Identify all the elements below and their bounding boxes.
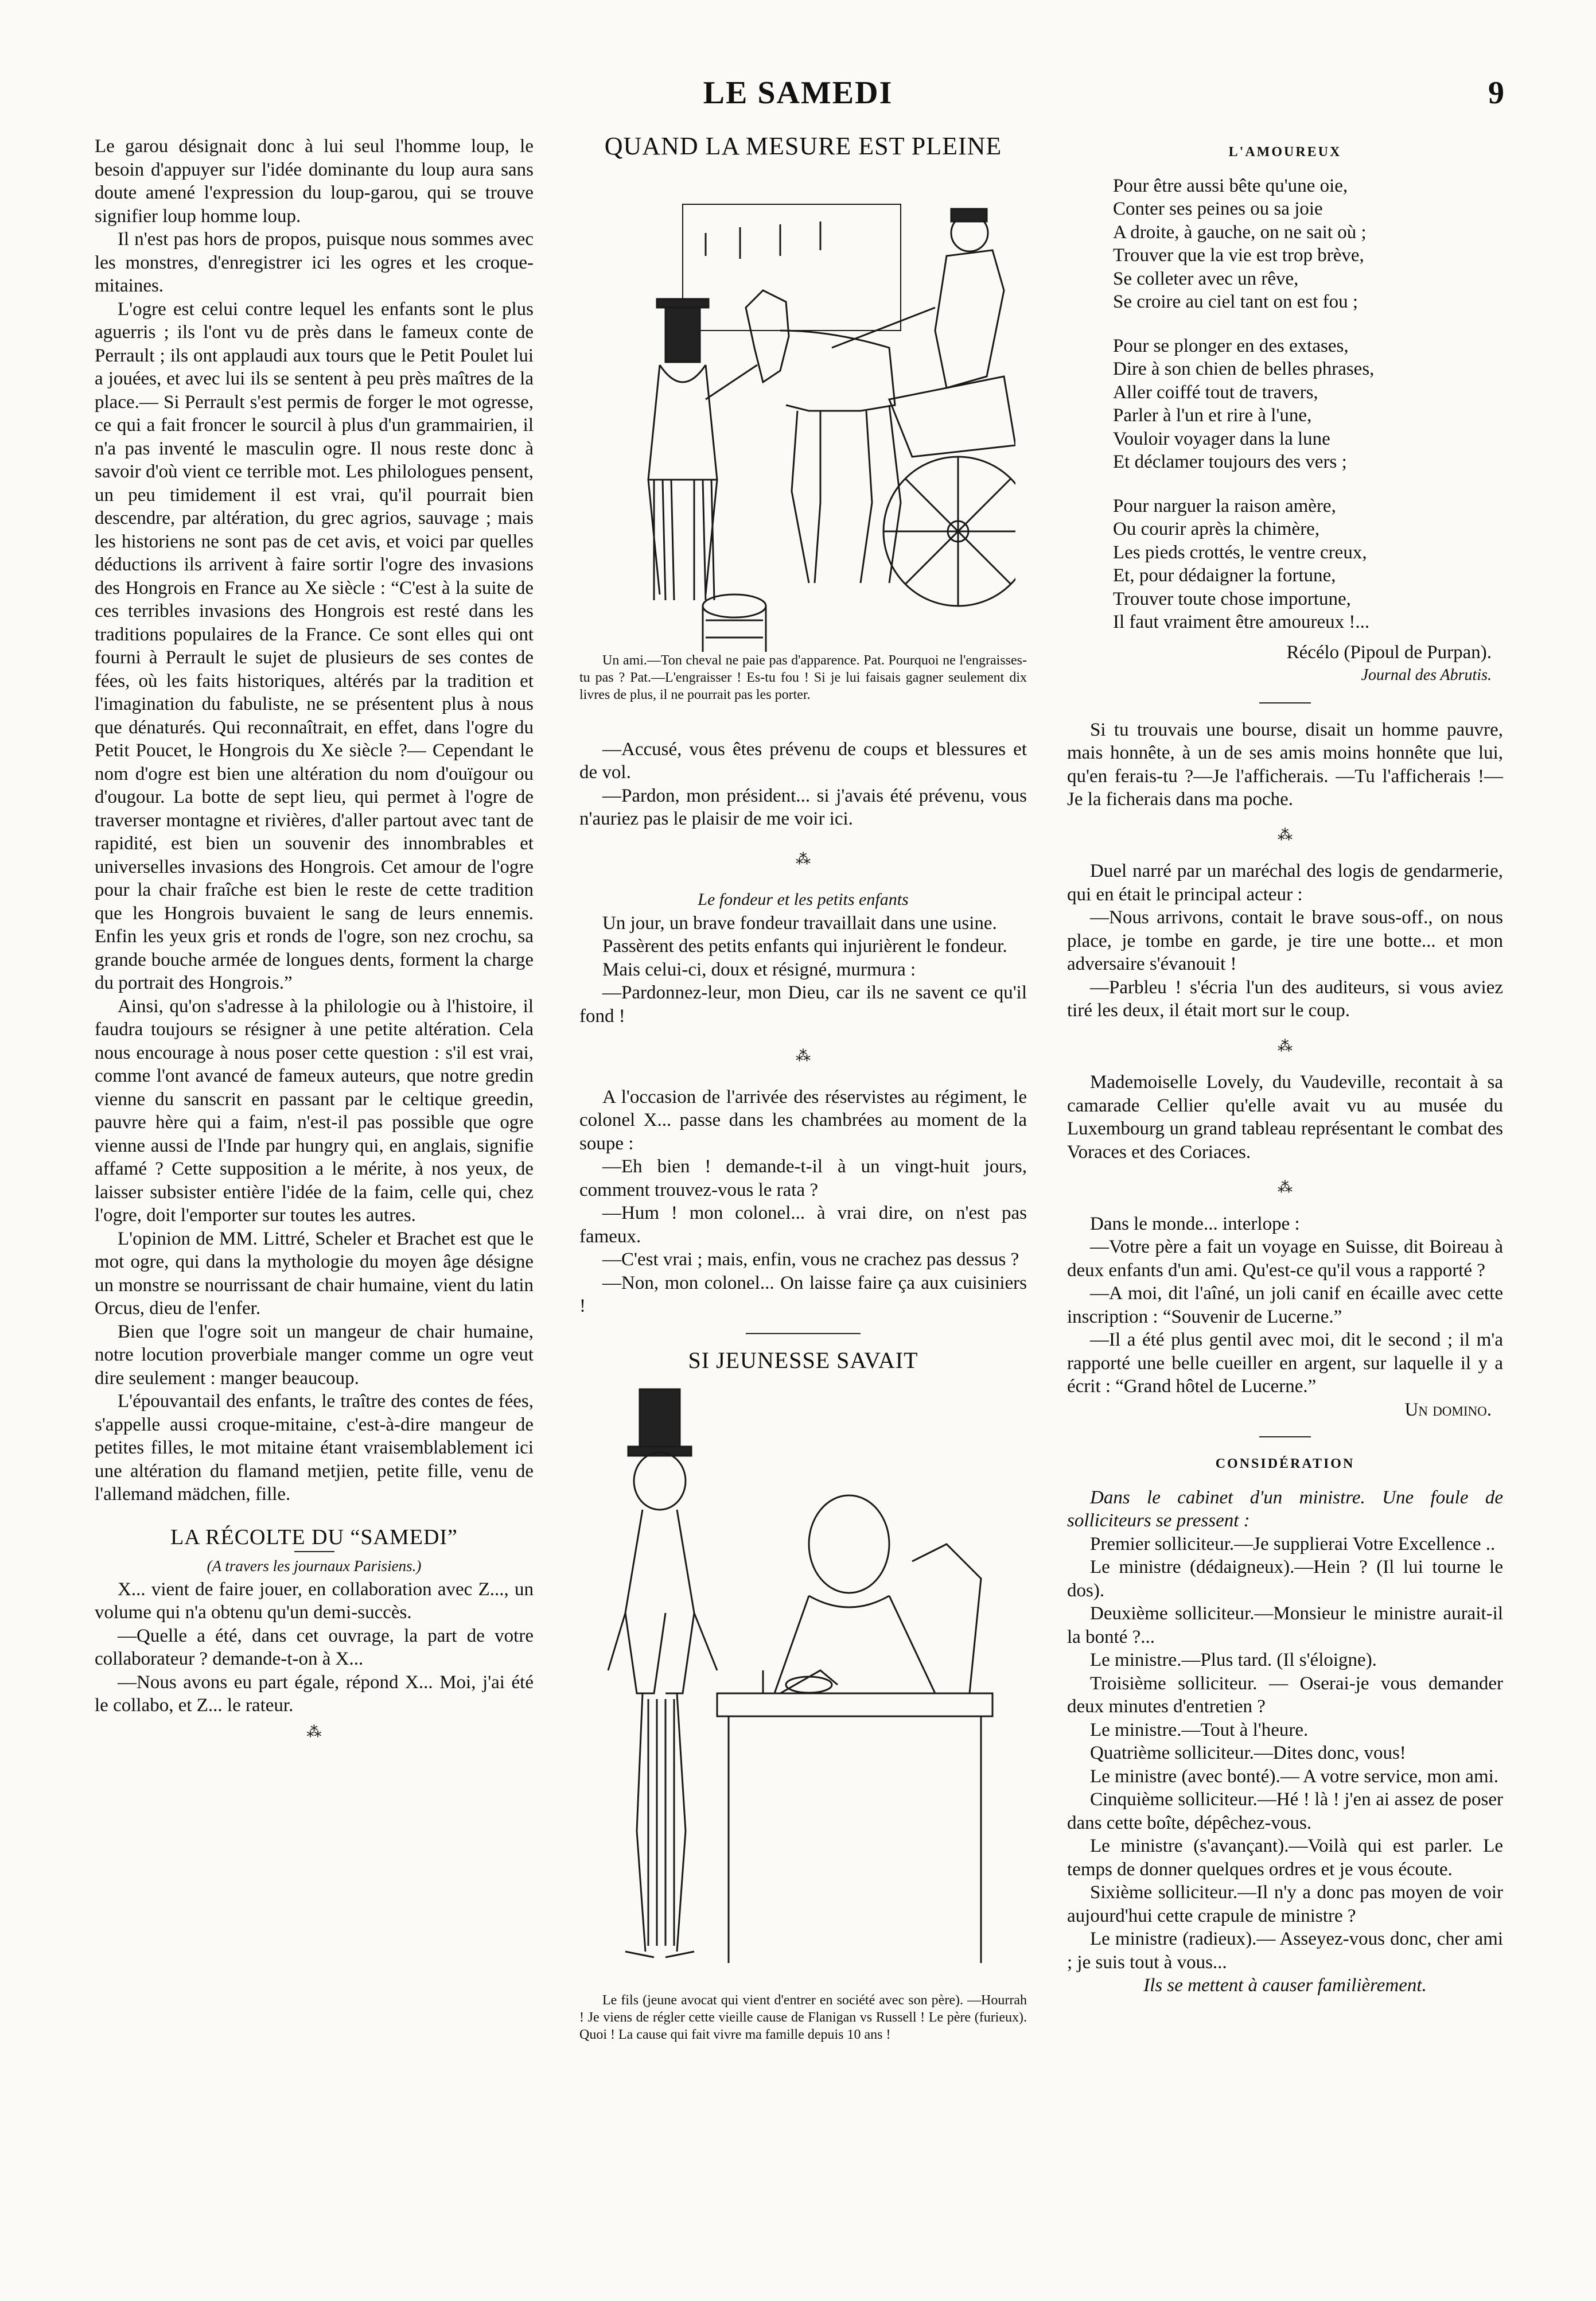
- asterism: ⁂: [796, 1048, 811, 1064]
- joke-paragraph: Passèrent des petits enfants qui injurièrent le fondeur.: [602, 936, 1007, 957]
- consideration-title: CONSIDÉRATION: [1215, 1456, 1355, 1471]
- asterism: ⁂: [796, 850, 811, 868]
- dialogue-paragraph: Ils se mettent à causer familièrement.: [1143, 1975, 1427, 1996]
- joke-paragraph: Mais celui-ci, doux et résigné, murmura :: [602, 959, 916, 980]
- divider: [294, 1551, 334, 1552]
- dialogue-paragraph: Le ministre (avec bonté).— A votre service, mon ami.: [1090, 1766, 1499, 1787]
- joke-paragraph: Un jour, un brave fondeur travaillait dans une usine.: [602, 912, 997, 934]
- joke-paragraph: —Non, mon colonel... On laisse faire ça aux cuisiniers !: [579, 1272, 1027, 1316]
- poem-line: Dire à son chien de belles phrases,: [1113, 359, 1375, 379]
- horse-cart-illustration: [591, 158, 1015, 652]
- masthead: [0, 75, 1596, 115]
- poem-stanza: [1067, 495, 1503, 634]
- joke-paragraph: —C'est vrai ; mais, enfin, vous ne crachez pas dessus ?: [602, 1249, 1019, 1270]
- dialogue-paragraph: Cinquième solliciteur.—Hé ! là ! j'en ai assez de poser dans cette boîte, dépêchez-vous.: [1067, 1789, 1503, 1833]
- newspaper-title: LE SAMEDI: [703, 75, 893, 111]
- article-paragraph: L'épouvantail des enfants, le traître des contes de fées, s'appelle aussi croque-mitaine, c'est-à-dire mangeur de petites filles, le mot mitaine étant vraisemblablement ici une altération du flamand metjien, petite fille, venu de l'allemand mädchen, fille.: [95, 1391, 534, 1505]
- dialogue-paragraph: Premier solliciteur.—Je supplierai Votre Excellence ..: [1090, 1533, 1496, 1554]
- poem-line: Trouver que la vie est trop brève,: [1113, 245, 1364, 266]
- asterism: ⁂: [306, 1723, 322, 1740]
- joke-paragraph: —Parbleu ! s'écria l'un des auditeurs, si vous aviez tiré les deux, il était mort sur le coup.: [1067, 977, 1503, 1021]
- divider: [1259, 1436, 1311, 1437]
- dialogue-paragraph: Dans le cabinet d'un ministre. Une foule de solliciteurs se pressent :: [1067, 1487, 1503, 1531]
- recolte-heading: LA RÉCOLTE DU “SAMEDI”: [170, 1525, 458, 1549]
- poem-line: Et, pour dédaigner la fortune,: [1113, 565, 1336, 586]
- article-paragraph: L'ogre est celui contre lequel les enfants sont le plus aguerris ; ils l'ont vu de près dans le fameux conte de Perrault ; ils ont applaudi aux tours que le Petit Poulet lui a jouées, et avec lui ils se sentent à peu près maîtres de la place.— Si Perrault s'est permis de forger le mot ogresse, ce qui a fait froncer le sourcil à plus d'un grammairien, il n'a pas inventé le masculin ogre. Il nous reste donc à savoir d'où vient ce terrible mot. Les philologues pensent, un peu timidement il est vrai, qu'il pourrait bien descendre, par altération, du grec agrios, sauvage ; mais les historiens ne sont pas de cet avis, et voici par quelles déductions ils arrivent à faire sortir l'ogre des invasions des Hongrois en France au Xe siècle : “C'est à la suite de ces terribles invasions des Hongrois est resté dans les traditions populaires de la France. Ce sont elles qui ont fourni à Perrault le sujet de plusieurs de ses contes de fées, où les faits historiques, altérés par la tradition et l'imagination du fabuliste, ne se présentent plus à nous que dénaturés. Qui reconnaîtrait, en effet, dans l'ogre du Petit Poucet, le Hongrois du Xe siècle ?— Cependant le nom d'ogre est bien une altération du nom d'ouïgour ou d'ougour. La botte de sept lieu, qui permet à l'ogre de traverser montagne et rivières, d'aller partout avec tant de rapidité, est bien un souvenir des innombrables et universelles invasions des Hongrois. Cet amour de l'ogre pour la chair fraîche est bien le reste de cette tradition que les Hongrois buvaient le sang de leurs ennemis. Enfin les yeux gris et ronds de l'ogre, son nez crochu, sa grande bouche armée de longues dents, forment la charge du portrait des Hongrois.”: [95, 298, 534, 993]
- poem-line: Vouloir voyager dans la lune: [1113, 428, 1330, 449]
- joke-paragraph: A l'occasion de l'arrivée des réservistes au régiment, le colonel X... passe dans les chambrées au moment de la soupe :: [579, 1086, 1027, 1154]
- poem-source: Journal des Abrutis.: [1361, 666, 1492, 684]
- joke-paragraph: —Eh bien ! demande-t-il à un vingt-huit jours, comment trouvez-vous le rata ?: [579, 1156, 1027, 1200]
- dialogue-paragraph: Deuxième solliciteur.—Monsieur le ministre aurait-il la bonté ?...: [1067, 1603, 1503, 1647]
- column-left: [95, 135, 534, 1747]
- poem-line: Pour se plonger en des extases,: [1113, 335, 1349, 356]
- joke-paragraph: —Hum ! mon colonel... à vrai dire, on n'est pas fameux.: [579, 1203, 1027, 1247]
- poem-line: Il faut vraiment être amoureux !...: [1113, 612, 1370, 632]
- cartoon-caption-2: Le fils (jeune avocat qui vient d'entrer en société avec son père). —Hourrah ! Je viens de régler cette vieille cause de Flanigan vs Russell ! Le père (furieux). Quoi ! La cause qui fait vivre ma famille depuis 10 ans !: [579, 1993, 1027, 2042]
- divider: [746, 1333, 861, 1334]
- dialogue-paragraph: Le ministre.—Tout à l'heure.: [1090, 1719, 1309, 1740]
- dialogue-paragraph: Troisième solliciteur. — Oserai-je vous demander deux minutes d'entretien ?: [1067, 1673, 1503, 1717]
- dialogue-paragraph: Quatrième solliciteur.—Dites donc, vous!: [1090, 1743, 1406, 1763]
- joke-paragraph: —Votre père a fait un voyage en Suisse, dit Boireau à deux enfants d'un ami. Qu'est-ce qu'il vous a rapporté ?: [1067, 1237, 1503, 1281]
- poem-line: A droite, à gauche, on ne sait où ;: [1113, 221, 1367, 243]
- asterism: ⁂: [1278, 826, 1293, 844]
- dialogue-paragraph: Sixième solliciteur.—Il n'y a donc pas moyen de voir aujourd'hui cette crapule de ministre ?: [1067, 1882, 1503, 1926]
- poem-author: Récélo (Pipoul de Purpan).: [1286, 642, 1492, 663]
- article-paragraph: Il n'est pas hors de propos, puisque nous sommes avec les monstres, d'enregistrer ici les ogres et les croque-mitaines.: [95, 229, 534, 296]
- joke-paragraph: —Nous avons eu part égale, répond X... Moi, j'ai été le collabo, et Z... le rateur.: [95, 1672, 534, 1716]
- joke-paragraph: —Il a été plus gentil avec moi, dit le second ; il m'a rapporté une belle cueiller en argent, sur laquelle il y a écrit : “Grand hôtel de Lucerne.”: [1067, 1330, 1503, 1397]
- poem-line: Conter ses peines ou sa joie: [1113, 199, 1323, 219]
- joke-paragraph: —Quelle a été, dans cet ouvrage, la part de votre collaborateur ? demande-t-on à X...: [95, 1625, 534, 1669]
- poem-line: Pour narguer la raison amère,: [1113, 495, 1336, 516]
- recolte-subheading: (A travers les journaux Parisiens.): [207, 1557, 422, 1575]
- cartoon-caption-1: Un ami.—Ton cheval ne paie pas d'apparence. Pat. Pourquoi ne l'engraisses-tu pas ? Pat.—L'engraisser ! Es-tu fou ! Si je lui faisais gagner seulement dix livres de plus, il ne pourrait pas les porter.: [579, 652, 1027, 702]
- poem-line: Aller coiffé tout de travers,: [1113, 382, 1318, 403]
- joke-paragraph: —Accusé, vous êtes prévenu de coups et blessures et de vol.: [579, 739, 1027, 783]
- poem-line: Parler à l'un et rire à l'une,: [1113, 405, 1312, 426]
- article-paragraph: L'opinion de MM. Littré, Scheler et Brachet est que le mot ogre, qui dans la mythologie du moyen âge désigne un monstre se nourrissant de chair humaine, vient du latin Orcus, dieu de l'enfer.: [95, 1228, 534, 1319]
- poem-line: Et déclamer toujours des vers ;: [1113, 452, 1347, 472]
- column-middle: [579, 132, 1027, 2043]
- cartoon-title-2: SI JEUNESSE SAVAIT: [688, 1347, 918, 1373]
- column-right: [1067, 135, 1503, 1997]
- article-paragraph: Bien que l'ogre soit un mangeur de chair humaine, notre locution proverbiale manger comme un ogre veut dire seulement : manger beaucoup.: [95, 1321, 534, 1389]
- joke-paragraph: Si tu trouvais une bourse, disait un homme pauvre, mais honnête, à un de ses amis moins honnête que lui, qu'en ferais-tu ?—Je l'afficherais. —Tu l'afficherais !—Je la ficherais dans ma poche.: [1067, 719, 1503, 810]
- article-paragraph: Ainsi, qu'on s'adresse à la philologie ou à l'histoire, il faudra toujours se résigner à une petite altération. Cela nous encourage à nous poser cette question : s'il est vrai, comme l'ont avancé de fameux auteurs, que notre gredin vienne du sanscrit en passant par le celtique greedin, pauvre hère qui a faim, n'est-il pas possible que ogre vienne aussi de l'Inde par hungry qui, en anglais, signifie affamé ? Cette supposition a le mérite, à nos yeux, de laisser subsister entière l'idée de la faim, celle qui, chez l'ogre, doit l'emporter sur toutes les autres.: [95, 996, 534, 1226]
- joke-signature: Un domino.: [1404, 1399, 1492, 1420]
- poem-title: L'AMOUREUX: [1228, 145, 1342, 160]
- poem-line: Ou courir après la chimère,: [1113, 519, 1320, 539]
- lawyer-father-son-illustration: [591, 1372, 1015, 1992]
- article-paragraph: Le garou désignait donc à lui seul l'homme loup, le besoin d'appuyer sur l'idée dominante du loup aura sans doute amené l'expression du loup-garou, qui se trouve signifier loup homme loup.: [95, 136, 534, 227]
- joke-paragraph: X... vient de faire jouer, en collaboration avec Z..., un volume qui n'a obtenu qu'un demi-succès.: [95, 1579, 534, 1623]
- divider: [1259, 702, 1311, 703]
- page-number: 9: [1488, 75, 1504, 111]
- poem-line: Pour être aussi bête qu'une oie,: [1113, 175, 1348, 196]
- poem-line: Trouver toute chose importune,: [1113, 588, 1351, 609]
- poem-line: Les pieds crottés, le ventre creux,: [1113, 542, 1367, 563]
- joke-paragraph: Dans le monde... interlope :: [1090, 1213, 1300, 1234]
- joke-paragraph: Duel narré par un maréchal des logis de gendarmerie, qui en était le principal acteur :: [1067, 861, 1503, 905]
- asterism: ⁂: [1278, 1037, 1293, 1055]
- asterism: ⁂: [1278, 1179, 1293, 1196]
- cartoon-title-1: QUAND LA MESURE EST PLEINE: [604, 132, 1002, 160]
- joke-paragraph: —Nous arrivons, contait le brave sous-off., on nous place, je tombe en garde, je tire une botte... et mon adversaire s'évanouit !: [1067, 907, 1503, 974]
- fondeur-heading: Le fondeur et les petits enfants: [698, 890, 909, 909]
- poem-line: Se croire au ciel tant on est fou ;: [1113, 291, 1358, 312]
- poem-stanza: [1067, 174, 1503, 314]
- dialogue-paragraph: Le ministre.—Plus tard. (Il s'éloigne).: [1090, 1650, 1377, 1670]
- joke-paragraph: —Pardonnez-leur, mon Dieu, car ils ne savent ce qu'il fond !: [579, 982, 1027, 1027]
- dialogue-paragraph: Le ministre (s'avançant).—Voilà qui est parler. Le temps de donner quelques ordres et je vous écoute.: [1067, 1836, 1503, 1880]
- joke-paragraph: Mademoiselle Lovely, du Vaudeville, recontait à sa camarade Cellier qu'elle avait vu au musée du Luxembourg un grand tableau représentant le combat des Voraces et des Coriaces.: [1067, 1072, 1503, 1163]
- dialogue-paragraph: Le ministre (radieux).— Asseyez-vous donc, cher ami ; je suis tout à vous...: [1067, 1929, 1503, 1973]
- poem-stanza: [1067, 335, 1503, 474]
- joke-paragraph: —Pardon, mon président... si j'avais été prévenu, vous n'auriez pas le plaisir de me voir ici.: [579, 785, 1027, 829]
- joke-paragraph: —A moi, dit l'aîné, un joli canif en écaille avec cette inscription : “Souvenir de Lucerne.”: [1067, 1283, 1503, 1327]
- poem-line: Se colleter avec un rêve,: [1113, 268, 1299, 289]
- dialogue-paragraph: Le ministre (dédaigneux).—Hein ? (Il lui tourne le dos).: [1067, 1557, 1503, 1601]
